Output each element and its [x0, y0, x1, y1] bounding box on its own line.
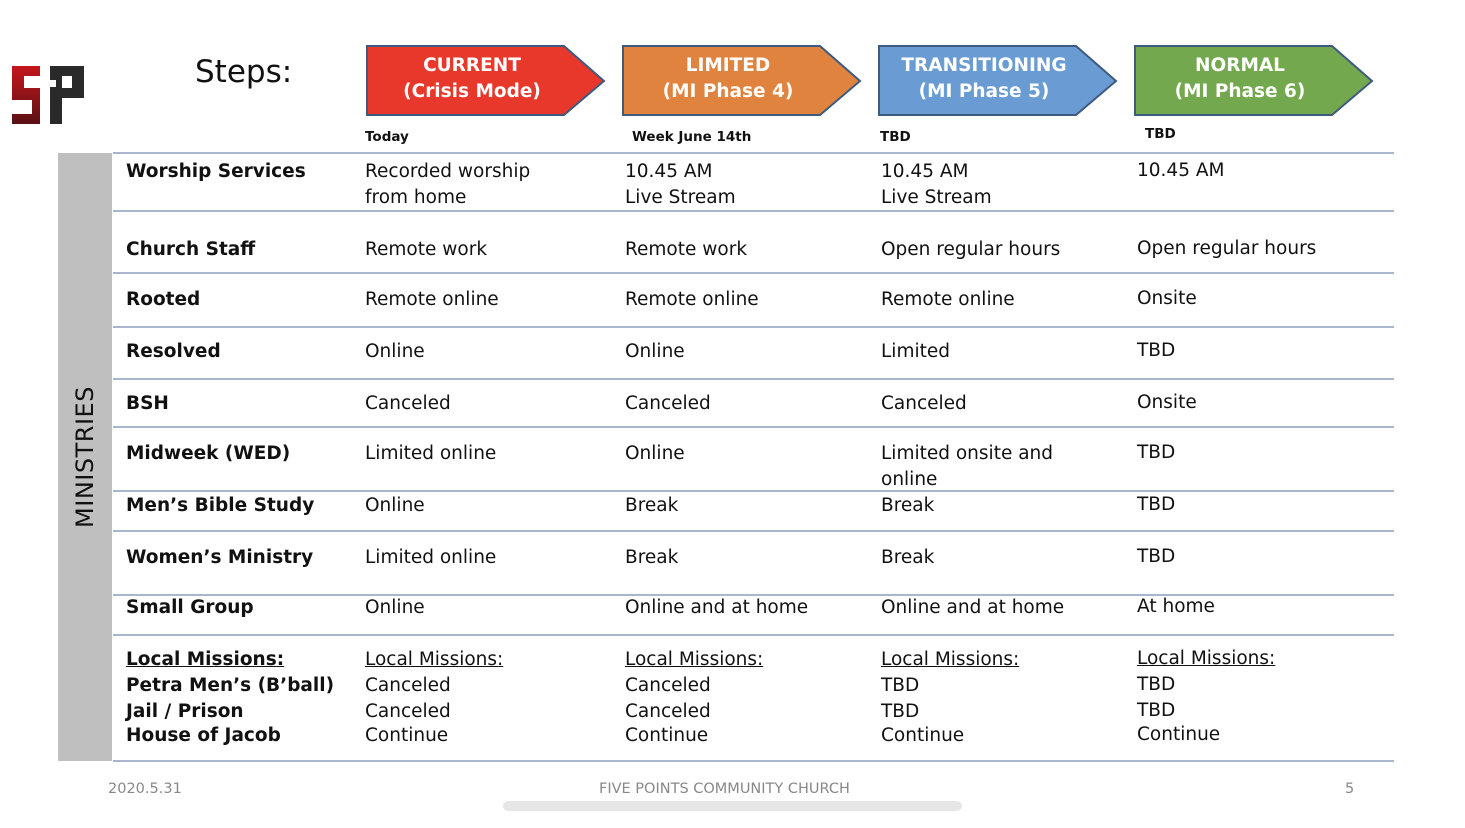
table-divider [113, 210, 1394, 212]
table-cell: Break [625, 547, 679, 568]
table-cell: TBD [1137, 546, 1176, 567]
phase-date-transitioning: TBD [880, 129, 911, 145]
table-cell: Online and at home [881, 597, 1065, 618]
phase-title: NORMAL [1195, 55, 1285, 76]
ministry-name-mens-bible-study: Men’s Bible Study [126, 495, 315, 516]
phase-title: CURRENT [423, 55, 521, 76]
horizontal-scrollbar[interactable] [503, 801, 962, 811]
table-cell: 10.45 AM [1137, 160, 1225, 181]
church-logo [10, 64, 88, 126]
page-number: 5 [1345, 781, 1355, 797]
table-divider [113, 152, 1394, 154]
ministry-name-local-missions: Local Missions: Petra Men’s (B’ball) Jail / Prison House of Jacob [126, 649, 335, 746]
table-cell: TBD [1137, 442, 1176, 463]
table-cell: Break [625, 495, 679, 516]
ministry-name-worship-services: Worship Services [126, 161, 306, 182]
table-cell: Online and at home [625, 597, 809, 618]
table-cell: Remote work [365, 239, 488, 260]
phase-subtitle: (Crisis Mode) [403, 81, 541, 102]
missions-cell: Local Missions: Canceled Canceled Continue [625, 649, 764, 746]
table-cell: 10.45 AM Live Stream [881, 161, 992, 208]
table-cell: Onsite [1137, 392, 1197, 413]
missions-cell: Local Missions: TBD TBD Continue [881, 649, 1020, 746]
table-cell: Canceled [365, 393, 451, 414]
ministries-label: MINISTRIES [71, 386, 99, 528]
table-divider [113, 760, 1394, 762]
table-cell: TBD [1137, 340, 1176, 361]
table-cell: Remote online [625, 289, 759, 310]
phase-date-limited: Week June 14th [632, 129, 752, 145]
table-cell: Limited online [365, 443, 497, 464]
phase-title: LIMITED [685, 55, 771, 76]
table-divider [113, 426, 1394, 428]
table-divider [113, 530, 1394, 532]
phase-arrow-limited [622, 45, 862, 117]
table-cell: Remote online [365, 289, 499, 310]
phase-arrow-current [366, 45, 606, 117]
phase-date-normal: TBD [1145, 126, 1176, 142]
phase-arrow-normal [1134, 45, 1374, 117]
phase-subtitle: (MI Phase 5) [918, 81, 1050, 102]
table-cell: Online [365, 495, 425, 516]
footer-org: FIVE POINTS COMMUNITY CHURCH [599, 781, 850, 797]
table-cell: Online [625, 341, 685, 362]
table-cell: Canceled [881, 393, 967, 414]
steps-label: Steps: [195, 54, 293, 90]
table-cell: Recorded worship from home [365, 161, 531, 208]
ministry-name-small-group: Small Group [126, 597, 254, 618]
table-cell: Open regular hours [1137, 238, 1317, 259]
table-cell: Limited onsite and online [881, 443, 1054, 490]
table-cell: Online [365, 597, 425, 618]
phase-date-current: Today [365, 129, 409, 145]
ministry-name-bsh: BSH [126, 393, 169, 414]
ministry-name-resolved: Resolved [126, 341, 221, 362]
table-cell: At home [1137, 596, 1215, 617]
table-cell: Limited [881, 341, 950, 362]
table-cell: Open regular hours [881, 239, 1061, 260]
table-cell: Online [625, 443, 685, 464]
ministry-name-church-staff: Church Staff [126, 239, 256, 260]
table-cell: Remote online [881, 289, 1015, 310]
ministry-name-womens-ministry: Women’s Ministry [126, 547, 314, 568]
table-cell: 10.45 AM Live Stream [625, 161, 736, 208]
ministry-name-midweek: Midweek (WED) [126, 443, 291, 464]
table-cell: Break [881, 495, 935, 516]
table-cell: Canceled [625, 393, 711, 414]
footer-date: 2020.5.31 [108, 781, 182, 797]
table-divider [113, 378, 1394, 380]
table-cell: Online [365, 341, 425, 362]
table-divider [113, 634, 1394, 636]
table-cell: TBD [1137, 494, 1176, 515]
table-divider [113, 326, 1394, 328]
missions-cell: Local Missions: TBD TBD Continue [1137, 648, 1276, 745]
phase-title: TRANSITIONING [901, 55, 1067, 76]
table-cell: Break [881, 547, 935, 568]
phase-arrow-transitioning [878, 45, 1118, 117]
phase-subtitle: (MI Phase 4) [662, 81, 794, 102]
phase-subtitle: (MI Phase 6) [1174, 81, 1306, 102]
table-cell: Remote work [625, 239, 748, 260]
missions-cell: Local Missions: Canceled Canceled Continue [365, 649, 504, 746]
table-cell: Limited online [365, 547, 497, 568]
ministry-name-rooted: Rooted [126, 289, 201, 310]
table-divider [113, 490, 1394, 492]
table-divider [113, 272, 1394, 274]
table-cell: Onsite [1137, 288, 1197, 309]
